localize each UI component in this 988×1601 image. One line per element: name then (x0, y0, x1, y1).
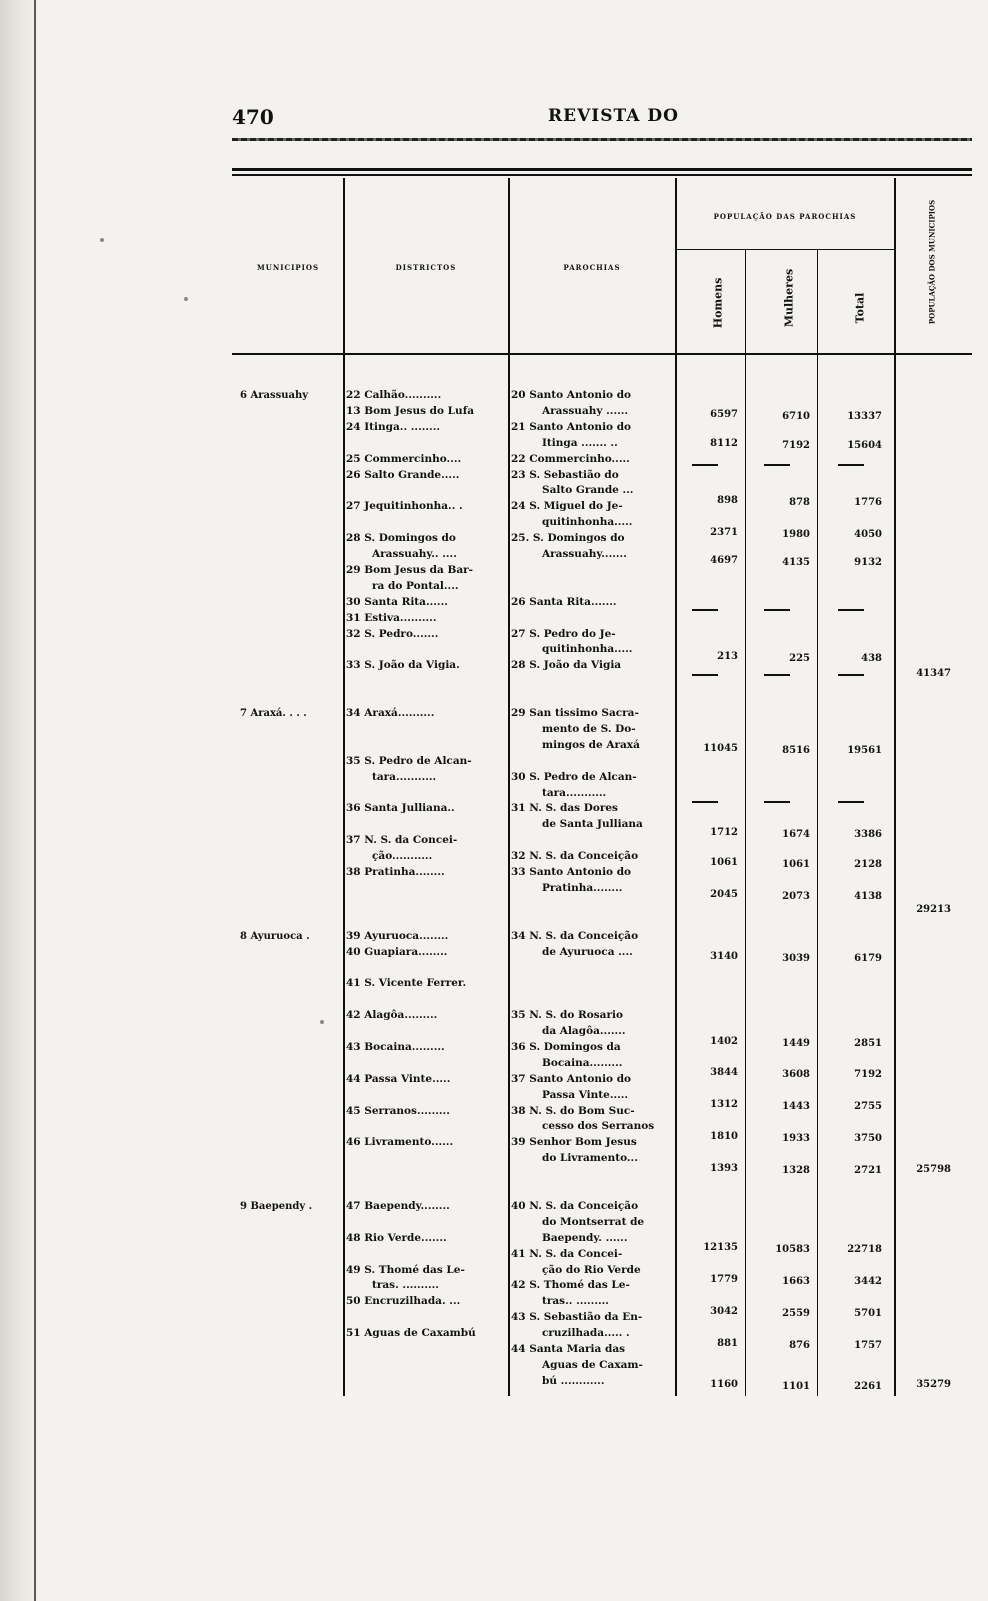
homens-value: 213 (717, 650, 738, 662)
total-value: 15604 (847, 439, 882, 451)
parochia-entry: 31 N. S. das Dores (511, 802, 618, 815)
parochia-entry: do Montserrat de (542, 1215, 645, 1228)
total-value: 19561 (847, 744, 882, 756)
no-data-dash (764, 464, 790, 466)
col-separator (343, 178, 345, 1396)
header-total: Total (853, 292, 867, 324)
no-data-dash (838, 609, 864, 611)
parochia-entry: 22 Commercinho..... (511, 452, 630, 465)
parochia-entry: 20 Santo Antonio do (511, 389, 632, 401)
table-top-rule (232, 168, 972, 171)
mulheres-value: 1443 (782, 1101, 810, 1113)
header-parochias: PAROCHIAS (563, 263, 621, 272)
mulheres-value: 4135 (782, 557, 810, 569)
col-separator (675, 178, 677, 1396)
mulheres-value: 876 (789, 1339, 810, 1351)
header-rule (232, 138, 972, 141)
homens-value: 881 (717, 1337, 738, 1349)
parochia-entry: 35 N. S. do Rosario (511, 1009, 623, 1022)
homens-value: 1402 (710, 1035, 738, 1047)
mulheres-value: 3039 (782, 953, 810, 965)
parochia-entry: 38 N. S. do Bom Suc- (511, 1104, 635, 1117)
homens-value: 1312 (710, 1099, 738, 1111)
parochia-entry: 33 Santo Antonio do (511, 866, 632, 878)
header-homens: Homens (711, 277, 725, 329)
total-value: 7192 (854, 1069, 882, 1081)
parochia-entry: bú ............ (542, 1374, 605, 1387)
total-value: 3386 (854, 829, 882, 841)
districto-entry: 25 Commercinho.... (346, 452, 462, 465)
homens-value: 11045 (703, 742, 738, 754)
parochia-entry: Aguas de Caxam- (542, 1358, 643, 1371)
parochia-entry: 30 S. Pedro de Alcan- (511, 770, 637, 783)
parochia-entry: 26 Santa Rita....... (511, 595, 617, 608)
book-spine-shadow (0, 0, 40, 1601)
parochia-entry: 37 Santo Antonio do (511, 1072, 632, 1085)
parochia-entry: de Santa Julliana (542, 818, 643, 831)
parochia-entry: Bocaina......... (542, 1056, 623, 1069)
parochia-entry: 21 Santo Antonio do (511, 420, 632, 433)
parochia-entry: quitinhonha..... (542, 643, 633, 656)
homens-value: 2371 (710, 526, 738, 538)
total-value: 1776 (854, 496, 882, 508)
total-value: 5701 (854, 1307, 882, 1319)
parochia-entry: Arassuahy ...... (542, 404, 629, 417)
no-data-dash (764, 609, 790, 611)
parochia-entry: mingos de Araxá (542, 738, 640, 751)
homens-value: 2045 (710, 889, 738, 901)
total-value: 2128 (854, 859, 882, 871)
mulheres-value: 1061 (782, 859, 810, 871)
header-districtos: DISTRICTOS (395, 263, 457, 272)
total-value: 6179 (854, 953, 882, 965)
parochia-entry: da Alagôa....... (542, 1025, 626, 1037)
parochia-entry: do Livramento... (542, 1152, 638, 1165)
districto-entry: 46 Livramento...... (346, 1136, 454, 1149)
parochia-entry: 28 S. João da Vigia (511, 659, 622, 672)
districto-entry: 49 S. Thomé das Le- (346, 1263, 465, 1276)
parochia-entry: 44 Santa Maria das (511, 1343, 626, 1355)
districto-entry: 29 Bom Jesus da Bar- (346, 563, 474, 576)
districto-entry: 39 Ayuruoca........ (346, 929, 449, 942)
homens-value: 12135 (703, 1242, 738, 1254)
parochia-entry: 25. S. Domingos do (511, 532, 625, 545)
total-value: 3442 (854, 1276, 882, 1288)
parochia-entry: 39 Senhor Bom Jesus (511, 1136, 637, 1149)
header-mulheres: Mulheres (782, 268, 796, 328)
parochia-entry: tras.. ......... (542, 1295, 609, 1308)
mulheres-value: 2559 (782, 1307, 810, 1319)
municipio-total: 25798 (916, 1164, 951, 1176)
homens-value: 3844 (710, 1067, 738, 1079)
districto-entry: 47 Baependy........ (346, 1199, 450, 1212)
parochia-entry: Pratinha........ (542, 881, 623, 894)
total-value: 1757 (854, 1339, 882, 1351)
districto-entry: 33 S. João da Vigia. (346, 659, 460, 672)
running-title: REVISTA DO (548, 106, 679, 126)
table-top-rule-inner (232, 174, 972, 176)
mulheres-value: 3608 (782, 1069, 810, 1081)
page-number: 470 (232, 105, 274, 129)
total-value: 4050 (854, 528, 882, 540)
homens-value: 3042 (710, 1305, 738, 1317)
districto-entry: 35 S. Pedro de Alcan- (346, 754, 472, 767)
municipio-total: 29213 (916, 903, 951, 915)
mulheres-value: 225 (789, 652, 810, 664)
homens-value: 1393 (710, 1162, 738, 1174)
districto-entry: 22 Calhão.......... (346, 389, 442, 401)
parochia-entry: Arassuahy....... (542, 548, 627, 560)
total-value: 22718 (847, 1244, 882, 1256)
no-data-dash (692, 609, 718, 611)
districto-entry: ra do Pontal.... (372, 579, 459, 592)
total-value: 9132 (854, 557, 882, 569)
districto-entry: 13 Bom Jesus do Lufa (346, 404, 475, 417)
parochia-entry: 41 N. S. da Concei- (511, 1247, 623, 1260)
no-data-dash (838, 674, 864, 676)
mulheres-value: 1449 (782, 1037, 810, 1049)
districto-entry: 37 N. S. da Concei- (346, 834, 458, 847)
parochia-entry: 42 S. Thomé das Le- (511, 1279, 630, 1292)
parochia-entry: cesso dos Serranos (542, 1120, 655, 1133)
col-separator (508, 178, 510, 1396)
no-data-dash (692, 801, 718, 803)
districto-entry: 31 Estiva.......... (346, 611, 437, 624)
no-data-dash (692, 464, 718, 466)
header-populacao-municipios: POPULAÇÃO DOS MUNICIPIOS (927, 199, 937, 325)
homens-value: 6597 (710, 409, 738, 421)
parochia-entry: 24 S. Miguel do Je- (511, 500, 623, 513)
margin-speck (184, 297, 188, 301)
total-value: 2261 (854, 1380, 882, 1392)
mulheres-value: 7192 (782, 439, 810, 451)
parochia-entry: Baependy. ...... (542, 1231, 628, 1244)
col-separator (894, 178, 896, 1396)
parochia-entry: 23 S. Sebastião do (511, 468, 619, 481)
total-value: 438 (861, 652, 882, 664)
mulheres-value: 878 (789, 496, 810, 508)
mulheres-value: 6710 (782, 411, 810, 423)
parochia-entry: 34 N. S. da Conceição (511, 929, 639, 942)
mulheres-value: 1674 (782, 829, 810, 841)
total-value: 3750 (854, 1132, 882, 1144)
districto-entry: 28 S. Domingos do (346, 532, 456, 545)
no-data-dash (838, 464, 864, 466)
districto-entry: 26 Salto Grande..... (346, 468, 460, 481)
parochia-entry: quitinhonha..... (542, 516, 633, 529)
parochia-entry: 32 N. S. da Conceição (511, 850, 639, 863)
subheader-rule (676, 249, 894, 250)
no-data-dash (838, 801, 864, 803)
districto-entry: 36 Santa Julliana.. (346, 802, 455, 815)
homens-value: 1712 (710, 827, 738, 839)
parochia-entry: 36 S. Domingos da (511, 1040, 621, 1053)
mulheres-value: 10583 (775, 1244, 810, 1256)
homens-value: 1810 (710, 1130, 738, 1142)
homens-value: 3140 (710, 951, 738, 963)
municipio-label: 8 Ayuruoca . (240, 930, 310, 942)
parochia-entry: 40 N. S. da Conceição (511, 1199, 639, 1212)
parochia-entry: de Ayuruoca .... (542, 945, 633, 958)
no-data-dash (764, 801, 790, 803)
districto-entry: 51 Aguas de Caxambú (346, 1327, 476, 1340)
parochia-entry: Salto Grande ... (542, 484, 634, 497)
mulheres-value: 1101 (782, 1380, 810, 1392)
homens-value: 1061 (710, 857, 738, 869)
municipio-total: 41347 (916, 668, 951, 680)
districto-entry: 34 Araxá.......... (346, 707, 435, 719)
parochia-entry: Itinga ....... .. (542, 436, 618, 449)
parochia-entry: cruzilhada..... . (542, 1327, 630, 1340)
margin-speck (100, 238, 104, 242)
parochia-entry: 27 S. Pedro do Je- (511, 627, 616, 640)
districto-entry: Arassuahy.. .... (372, 548, 457, 560)
mulheres-value: 1980 (782, 528, 810, 540)
districto-entry: 43 Bocaina......... (346, 1040, 445, 1053)
parochia-entry: 43 S. Sebastião da En- (511, 1311, 643, 1324)
mulheres-value: 8516 (782, 744, 810, 756)
total-value: 2851 (854, 1037, 882, 1049)
districto-entry: 42 Alagôa......... (346, 1009, 438, 1022)
mulheres-value: 2073 (782, 891, 810, 903)
parochia-entry: Passa Vinte..... (542, 1088, 629, 1101)
districto-entry: 41 S. Vicente Ferrer. (346, 977, 467, 990)
mulheres-value: 1328 (782, 1164, 810, 1176)
header-municipios: MUNICIPIOS (256, 263, 320, 272)
districto-entry: 40 Guapiara........ (346, 945, 448, 958)
total-value: 13337 (847, 411, 882, 423)
districto-entry: 30 Santa Rita...... (346, 595, 448, 608)
districto-entry: 27 Jequitinhonha.. . (346, 500, 463, 513)
total-value: 2721 (854, 1164, 882, 1176)
districto-entry: 24 Itinga.. ........ (346, 420, 441, 433)
col-separator (817, 250, 818, 1396)
mulheres-value: 1663 (782, 1276, 810, 1288)
districto-entry: 45 Serranos......... (346, 1104, 450, 1117)
parochia-entry: 29 San tissimo Sacra- (511, 707, 639, 719)
total-value: 4138 (854, 891, 882, 903)
municipio-total: 35279 (916, 1378, 951, 1390)
districto-entry: 50 Encruzilhada. ... (346, 1295, 461, 1308)
margin-speck (320, 1020, 324, 1024)
header-populacao-parochias: POPULAÇÃO DAS PAROCHIAS (713, 212, 857, 221)
municipio-label: 6 Arassuahy (240, 390, 309, 401)
districto-entry: tara........... (372, 770, 437, 783)
homens-value: 1779 (710, 1274, 738, 1286)
homens-value: 898 (717, 494, 738, 506)
mulheres-value: 1933 (782, 1132, 810, 1144)
homens-value: 4697 (710, 555, 738, 567)
districto-entry: 48 Rio Verde....... (346, 1231, 447, 1244)
no-data-dash (692, 674, 718, 676)
districto-entry: ção........... (372, 850, 433, 863)
parochia-entry: ção do Rio Verde (542, 1263, 641, 1276)
total-value: 2755 (854, 1101, 882, 1113)
no-data-dash (764, 674, 790, 676)
col-separator (745, 250, 746, 1396)
districto-entry: tras. .......... (372, 1279, 439, 1292)
parochia-entry: mento de S. Do- (542, 722, 636, 735)
municipio-label: 9 Baependy . (240, 1200, 313, 1212)
districto-entry: 38 Pratinha........ (346, 866, 445, 878)
parochia-entry: tara........... (542, 786, 607, 799)
districto-entry: 32 S. Pedro....... (346, 627, 439, 640)
homens-value: 1160 (710, 1378, 738, 1390)
header-bottom-rule (232, 353, 972, 355)
municipio-label: 7 Araxá. . . . (240, 708, 307, 719)
homens-value: 8112 (710, 437, 738, 449)
districto-entry: 44 Passa Vinte..... (346, 1072, 451, 1085)
